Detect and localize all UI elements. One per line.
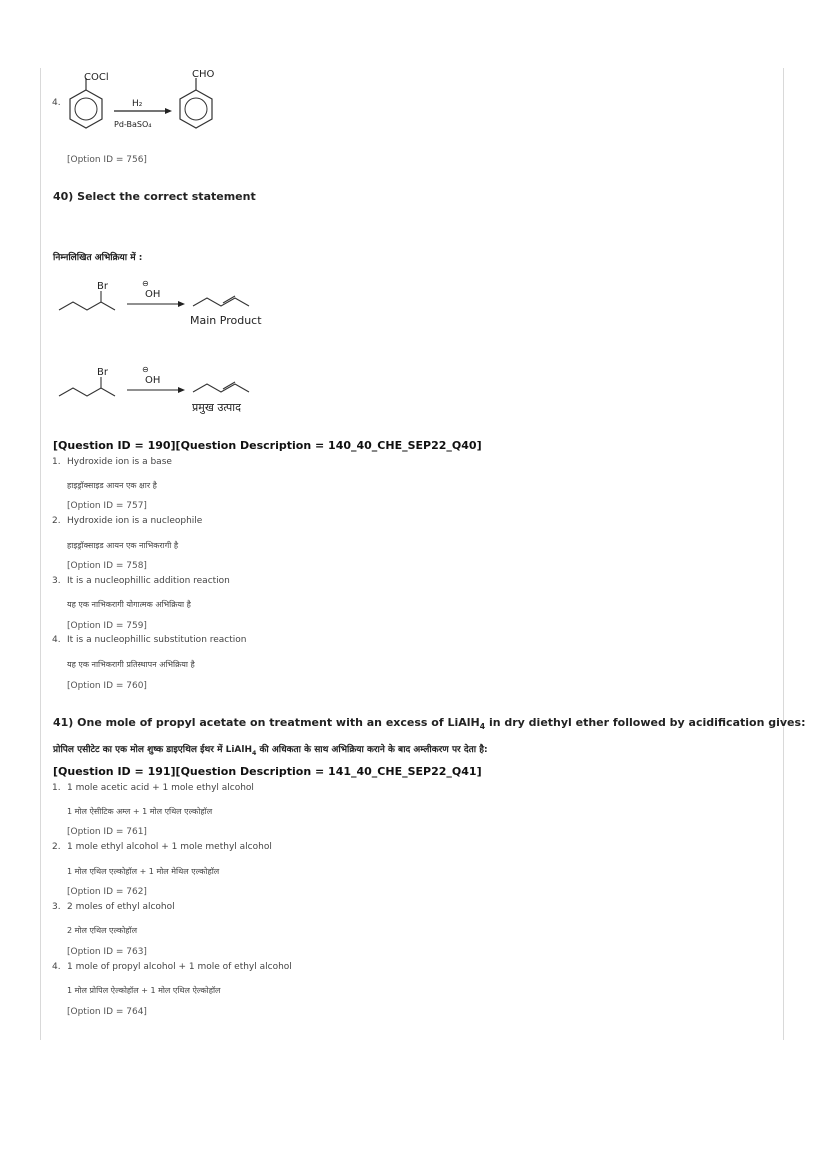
question-40-heading: 40) Select the correct statement [53, 190, 256, 203]
aromatic-circle-product [185, 98, 207, 120]
option-hindi-text: 1 मोल एथिल एल्कोहॉल + 1 मोल मेथिल एल्कोहॉल [67, 867, 220, 876]
reagent-bottom-label: Pd-BaSO₄ [114, 120, 152, 129]
left-margin-line [40, 68, 41, 1040]
bromine-label: Br [97, 367, 108, 378]
question-41-heading [53, 716, 805, 731]
option-hindi-text: हाइड्रॉक्साइड आयन एक नाभिकरागी है [67, 541, 179, 550]
aromatic-circle-reactant [75, 98, 97, 120]
option-id: [Option ID = 764] [67, 1007, 147, 1017]
alkyl-chain [59, 388, 115, 396]
right-margin-line [783, 68, 784, 1040]
option-text: It is a nucleophillic substitution reaction [67, 635, 247, 645]
bromine-label: Br [97, 281, 108, 292]
option-text: It is a nucleophillic addition reaction [67, 576, 230, 586]
heading-text: in dry diethyl ether followed by acidification gives: [485, 716, 806, 729]
option-id: [Option ID = 759] [67, 621, 147, 631]
arrow-head [178, 301, 185, 307]
option-hindi-text: 1 मोल ऐसीटिक अम्ल + 1 मोल एथिल एल्कोहॉल [67, 807, 213, 816]
option-id: [Option ID = 763] [67, 947, 147, 957]
option-hindi-text: हाइड्रॉक्साइड आयन एक क्षार है [67, 481, 157, 490]
arrow-head [178, 387, 185, 393]
option-id: [Option ID = 757] [67, 501, 147, 511]
option-text: 1 mole ethyl alcohol + 1 mole methyl alcohol [67, 842, 272, 852]
main-product-hindi-label: प्रमुख उत्पाद [192, 401, 241, 414]
hindi-text: प्रोपिल एसीटेट का एक मोल शुष्क डाइएथिल ईथर में LiAlH [53, 745, 252, 755]
reagent-top-label: H₂ [132, 99, 143, 109]
option-number: 4. [52, 635, 61, 645]
option-id: [Option ID = 758] [67, 561, 147, 571]
hydroxide-label: OH [145, 375, 161, 386]
option-id: [Option ID = 762] [67, 887, 147, 897]
option-id: [Option ID = 756] [67, 155, 147, 165]
option-hindi-text: यह एक नाभिकरागी योगात्मक अभिक्रिया है [67, 600, 191, 609]
option-number: 1. [52, 457, 61, 467]
question-41-id: [Question ID = 191][Question Description = 141_40_CHE_SEP22_Q41] [53, 765, 482, 778]
product-group-label: CHO [192, 69, 215, 80]
option-text: Hydroxide ion is a nucleophile [67, 516, 203, 526]
hydroxide-charge: ⊖ [142, 365, 149, 374]
question-40-hindi-intro: निम्नलिखित अभिक्रिया में : [53, 253, 143, 263]
alkyl-chain [59, 302, 115, 310]
question-40-id: [Question ID = 190][Question Description = 140_40_CHE_SEP22_Q40] [53, 439, 482, 452]
option-number: 4. [52, 962, 61, 972]
option-text: 2 moles of ethyl alcohol [67, 902, 175, 912]
alkene-chain [193, 298, 249, 306]
heading-text: 41) One mole of propyl acetate on treatment with an excess of LiAlH [53, 716, 480, 729]
prev-option-number: 4. [52, 98, 61, 108]
option-hindi-text: 2 मोल एथिल एल्कोहॉल [67, 926, 138, 935]
option-text: 1 mole of propyl alcohol + 1 mole of ethyl alcohol [67, 962, 292, 972]
option-id: [Option ID = 761] [67, 827, 147, 837]
option-number: 2. [52, 516, 61, 526]
rosenmund-reaction-diagram [62, 64, 222, 148]
question-41-hindi [53, 742, 488, 757]
option-number: 3. [52, 576, 61, 586]
alkene-chain [193, 384, 249, 392]
subscript: 4 [479, 722, 486, 732]
option-hindi-text: 1 मोल प्रोपिल ऐल्कोहॉल + 1 मोल एथिल ऐल्कोहॉल [67, 986, 221, 995]
option-text: 1 mole acetic acid + 1 mole ethyl alcohol [67, 783, 254, 793]
elimination-scheme-2 [55, 362, 275, 420]
option-id: [Option ID = 760] [67, 681, 147, 691]
main-product-label: Main Product [190, 314, 262, 327]
option-hindi-text: यह एक नाभिकरागी प्रतिस्थापन अभिक्रिया है [67, 660, 195, 669]
hydroxide-charge: ⊖ [142, 279, 149, 288]
subscript: 4 [252, 749, 257, 757]
option-number: 3. [52, 902, 61, 912]
arrow-head [165, 108, 172, 114]
hydroxide-label: OH [145, 289, 161, 300]
reactant-group-label: COCl [84, 72, 109, 83]
option-text: Hydroxide ion is a base [67, 457, 172, 467]
hindi-text: की अधिकता के साथ अभिक्रिया कराने के बाद अम्लीकरण पर देता है: [256, 745, 488, 755]
option-number: 2. [52, 842, 61, 852]
option-number: 1. [52, 783, 61, 793]
elimination-scheme-1 [55, 276, 275, 334]
